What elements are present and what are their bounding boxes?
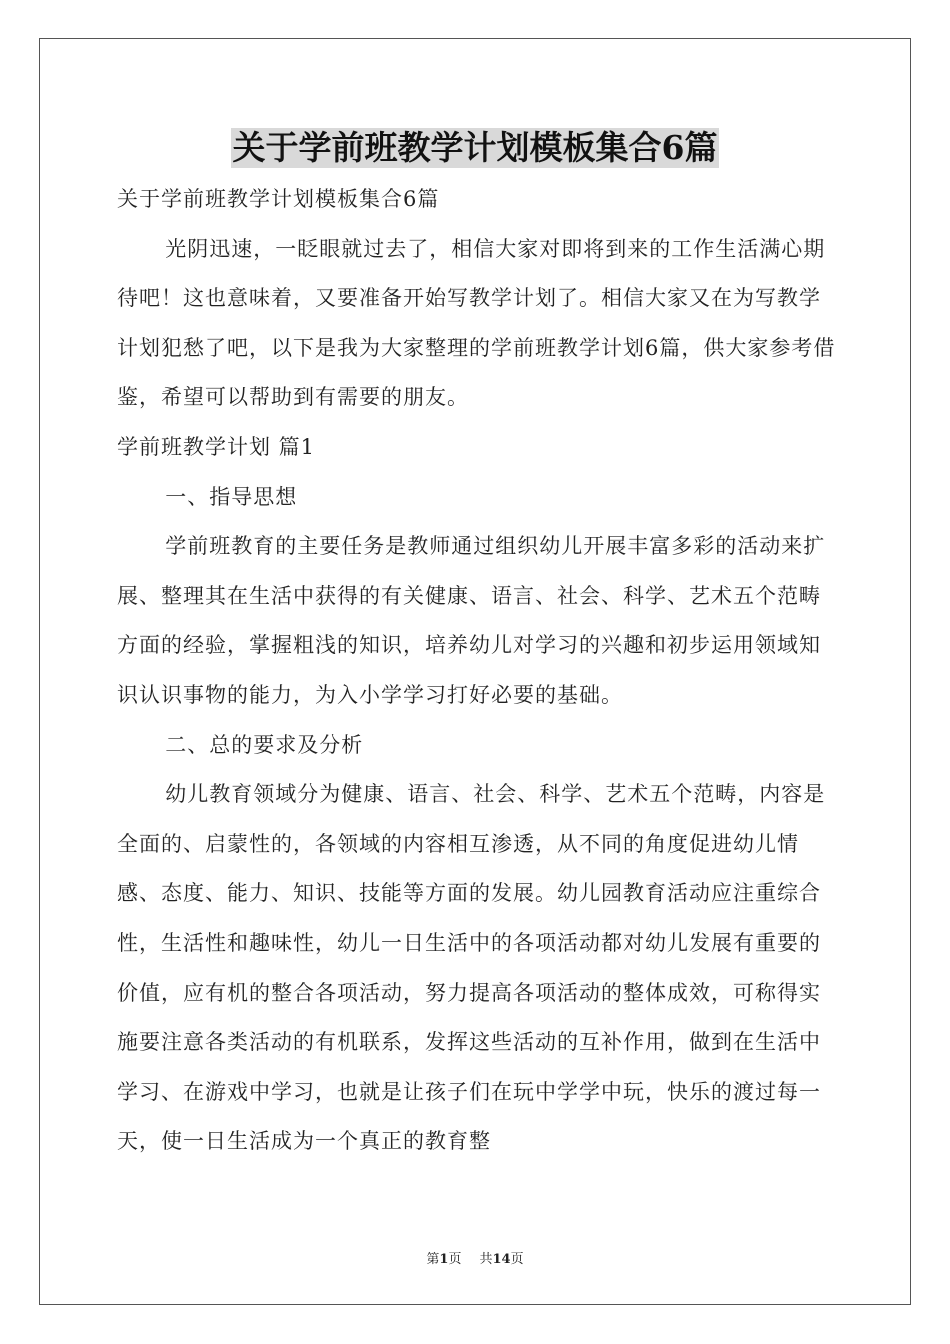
document-subtitle: 关于学前班教学计划模板集合6篇 (117, 187, 440, 211)
page-suffix: 页 (448, 1252, 462, 1267)
page-prefix: 第 (426, 1252, 440, 1267)
title-container (0, 128, 950, 168)
document-title: 关于学前班教学计划模板集合6篇 (232, 128, 718, 167)
total-suffix: 页 (510, 1252, 524, 1267)
page-footer (0, 1248, 950, 1267)
paragraph-intro: 光阴迅速，一眨眼就过去了，相信大家对即将到来的工作生活满心期待吧！这也意味着，又要准备开始写教学计划了。相信大家又在为写教学计划犯愁了吧，以下是我为大家整理的学前班教学计划6篇，供大家参考借鉴，希望可以帮助到有需要的朋友。 (117, 236, 836, 410)
current-page-number: 1 (439, 1252, 449, 1267)
heading-general-requirements: 二、总的要求及分析 (165, 732, 364, 757)
document-body (117, 175, 837, 1167)
paragraph-main-task: 学前班教育的主要任务是教师通过组织幼儿开展丰富多彩的活动来扩展、整理其在生活中获得的有关健康、语言、社会、科学、艺术五个范畴方面的经验，掌握粗浅的知识，培养幼儿对学习的兴趣和初步运用领域知识认识事物的能力，为入小学学习打好必要的基础。 (117, 534, 826, 707)
total-page-count: 14 (492, 1252, 511, 1267)
paragraph-education-fields: 幼儿教育领域分为健康、语言、社会、科学、艺术五个范畴，内容是全面的、启蒙性的，各领域的内容相互渗透，从不同的角度促进幼儿情感、态度、能力、知识、技能等方面的发展。幼儿园教育活动应注重综合性，生活性和趣味性，幼儿一日生活中的各项活动都对幼儿发展有重要的价值，应有机的整合各项活动，努力提高各项活动的整体成效，可称得实施要注意各类活动的有机联系，发挥这些活动的互补作用，做到在生活中学习、在游戏中学习，也就是让孩子们在玩中学学中玩，快乐的渡过每一天，使一日生活成为一个真正的教育整 (117, 782, 826, 1154)
section-heading-plan-1: 学前班教学计划 篇1 (117, 434, 316, 459)
heading-guiding-ideology: 一、指导思想 (165, 484, 298, 509)
total-prefix: 共 (479, 1252, 493, 1267)
